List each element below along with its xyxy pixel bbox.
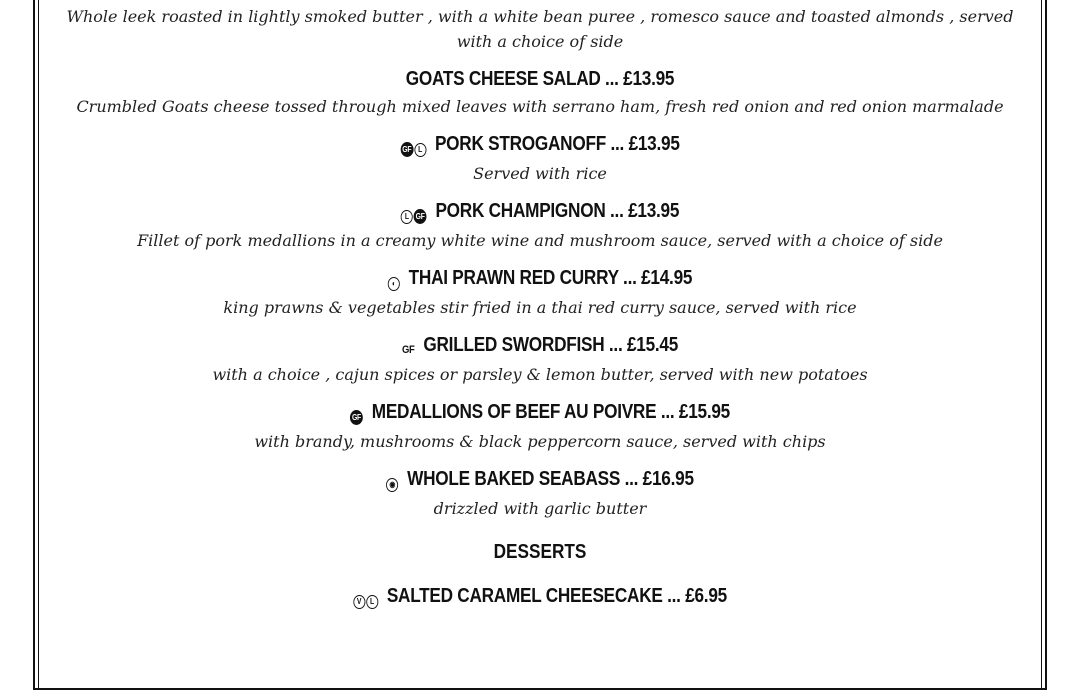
menu-item-description: Fillet of pork medallions in a creamy white wine and mushroom sauce, served with a choice of side xyxy=(137,231,943,250)
menu-item-description: Whole leek roasted in lightly smoked butter , with a white bean puree , romesco sauce and toasted almonds , served with a choice of side xyxy=(66,7,1014,51)
menu-item-title xyxy=(127,399,953,427)
menu-item-title xyxy=(127,131,953,159)
fish-icon: ◉ xyxy=(386,478,398,492)
dietary-icons xyxy=(400,133,427,159)
menu-item-description: drizzled with garlic butter xyxy=(433,499,647,518)
dietary-icons xyxy=(353,585,379,611)
menu-item-title-text: PORK CHAMPIGNON ... £13.95 xyxy=(435,200,680,222)
dietary-icons xyxy=(401,200,428,226)
menu-item-title xyxy=(127,583,953,611)
menu-item-title-text: THAI PRAWN RED CURRY ... £14.95 xyxy=(408,267,693,289)
menu-item xyxy=(60,265,1020,320)
menu-item-title xyxy=(127,66,953,92)
menu-item xyxy=(60,131,1020,186)
vegetarian-icon: V xyxy=(353,595,365,609)
menu-item-title-text: MEDALLIONS OF BEEF AU POIVRE ... £15.95 xyxy=(371,401,730,423)
menu-item xyxy=(60,466,1020,521)
section-heading-desserts: DESSERTS xyxy=(493,541,587,563)
menu-item xyxy=(60,4,1020,54)
menu-item-title xyxy=(127,466,953,494)
dietary-icons xyxy=(386,468,399,494)
gluten-free-icon: GF xyxy=(400,142,413,157)
dietary-icons xyxy=(402,334,415,360)
chili-icon: ◐ xyxy=(388,277,400,291)
menu-item xyxy=(60,198,1020,253)
menu-item-title-text: GRILLED SWORDFISH ... £15.45 xyxy=(423,334,679,356)
gluten-free-icon: GF xyxy=(350,410,363,425)
menu-item-description: with brandy, mushrooms & black peppercorn sauce, served with chips xyxy=(254,432,826,451)
menu-item xyxy=(60,583,1020,611)
dietary-icons xyxy=(350,401,364,427)
menu-item-title xyxy=(127,265,953,293)
menu-item-title-text: WHOLE BAKED SEABASS ... £16.95 xyxy=(407,468,694,490)
menu-item-title-text: SALTED CARAMEL CHEESECAKE ... £6.95 xyxy=(386,585,727,607)
menu-item-title xyxy=(127,332,953,360)
menu-item xyxy=(60,399,1020,454)
menu-item-description: with a choice , cajun spices or parsley & lemon butter, served with new potatoes xyxy=(212,365,868,384)
menu-item-description: Served with rice xyxy=(473,164,607,183)
menu-item-title-text: PORK STROGANOFF ... £13.95 xyxy=(434,133,680,155)
lactose-free-icon: L xyxy=(414,143,426,157)
menu-item xyxy=(60,332,1020,387)
dietary-icons xyxy=(388,267,401,293)
gluten-free-icon: GF xyxy=(414,209,427,224)
menu-item-title xyxy=(127,198,953,226)
lactose-free-icon: L xyxy=(401,210,413,224)
menu-item xyxy=(60,66,1020,119)
lactose-free-icon: L xyxy=(366,595,378,609)
menu-item-description: Crumbled Goats cheese tossed through mixed leaves with serrano ham, fresh red onion and red onion marmalade xyxy=(76,97,1004,116)
menu-item-description: king prawns & vegetables stir fried in a thai red curry sauce, served with rice xyxy=(223,298,857,317)
menu-list xyxy=(60,4,1020,623)
gluten-free-icon: GF xyxy=(401,344,415,356)
menu-item-title-text: GOATS CHEESE SALAD ... £13.95 xyxy=(405,68,675,90)
